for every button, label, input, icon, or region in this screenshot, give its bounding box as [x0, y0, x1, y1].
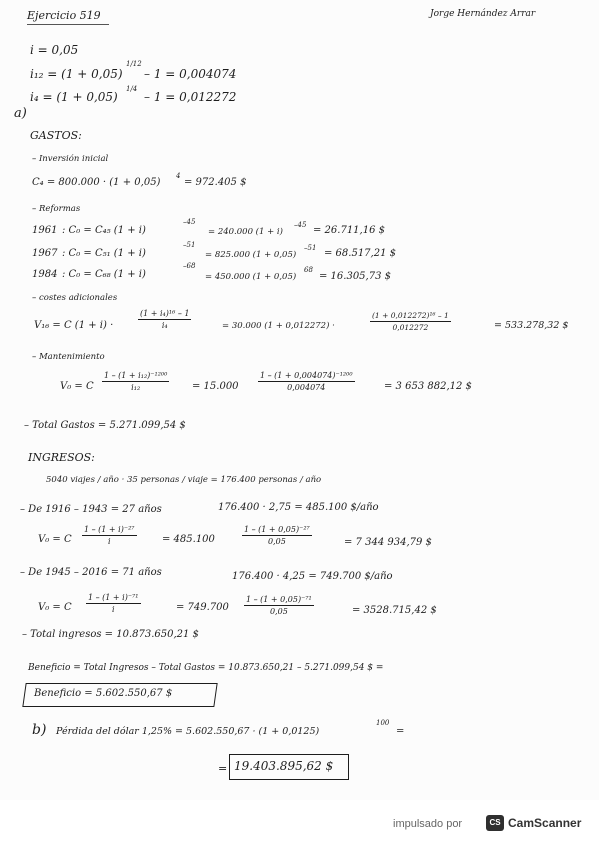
costes-frac-2: [370, 312, 451, 331]
period1-left: V₀ = C: [38, 534, 72, 545]
total-ingresos: – Total ingresos = 10.873.650,21 $: [22, 629, 199, 640]
costes-left: V₁₆ = C (1 + i) ·: [34, 320, 114, 331]
reforma-formula: : C₀ = C₄₅ (1 + i): [62, 225, 146, 236]
period1-frac2-den: 0,05: [267, 537, 286, 546]
rate-i4-left: i₄ = (1 + 0,05): [30, 90, 118, 104]
part-b-boxed: 19.403.895,62 $: [234, 759, 334, 773]
period1-frac1-num: 1 – (1 + i)⁻²⁷: [84, 525, 135, 534]
powered-by-text: impulsado por: [393, 818, 463, 830]
mantenimiento-result: = 3 653 882,12 $: [384, 381, 472, 392]
rate-i4-exp: 1/4: [126, 85, 138, 93]
reforma-year: 1967: [32, 248, 58, 259]
period1-mid: = 485.100: [162, 534, 215, 545]
reforma-exp: –68: [183, 262, 196, 270]
period1-frac1-den: i: [107, 537, 111, 546]
period2-frac2-num: 1 – (1 + 0,05)⁻⁷¹: [246, 595, 312, 604]
rate-i12-exp: 1/12: [126, 60, 142, 68]
period2-calc: 176.400 · 4,25 = 749.700 $/año: [232, 571, 393, 582]
costes-frac2-num: (1 + 0,012272)¹⁶ – 1: [372, 311, 449, 320]
part-b-exp: 100: [376, 719, 390, 727]
period2-left: V₀ = C: [38, 602, 72, 613]
rate-i12-right: – 1 = 0,004074: [144, 67, 237, 81]
mantenimiento-frac-1: [102, 372, 169, 392]
costes-heading: – costes adicionales: [32, 293, 118, 303]
period1-calc: 176.400 · 2,75 = 485.100 $/año: [218, 502, 379, 513]
beneficio-line: Beneficio = Total Ingresos – Total Gastos = 10.873.650,21 – 5.271.099,54 $ =: [28, 663, 384, 673]
costes-frac2-den: 0,012272: [392, 322, 429, 332]
period1-frac-1: [82, 526, 137, 546]
period2-result: = 3528.715,42 $: [352, 605, 437, 616]
costes-mid: = 30.000 (1 + 0,012272) ·: [222, 321, 335, 331]
part-a-label: a): [14, 106, 27, 121]
title-underline: [27, 24, 109, 25]
reforma-mid: = 240.000 (1 + i): [208, 227, 283, 237]
reforma-result: = 68.517,21 $: [324, 248, 396, 259]
reforma-mid-exp: 68: [304, 266, 313, 274]
ingresos-title: INGRESOS:: [28, 451, 95, 464]
period2-frac-2: [244, 596, 314, 616]
reforma-mid-exp: –51: [304, 244, 317, 252]
inversion-heading: – Inversión inicial: [32, 154, 109, 164]
part-b-eq: =: [396, 726, 405, 737]
period2-heading: – De 1945 – 2016 = 71 años: [20, 567, 162, 578]
mantenimiento-frac1-num: 1 – (1 + i₁₂)⁻¹²⁰⁰: [104, 371, 168, 380]
period1-result: = 7 344 934,79 $: [344, 537, 432, 548]
period1-heading: – De 1916 – 1943 = 27 años: [20, 504, 162, 515]
reforma-mid: = 825.000 (1 + 0,05): [205, 250, 297, 260]
reforma-mid: = 450.000 (1 + 0,05): [205, 272, 297, 282]
author-name: Jorge Hernández Arrar: [430, 9, 536, 19]
part-b-label: b): [32, 722, 47, 738]
gastos-title: GASTOS:: [30, 129, 82, 142]
reforma-year: 1984: [32, 269, 58, 280]
period1-frac-2: [242, 526, 312, 546]
camscanner-brand: CamScanner: [508, 816, 582, 830]
inversion-result: = 972.405 $: [184, 177, 247, 188]
part-b-text: Pérdida del dólar 1,25% = 5.602.550,67 · (1 + 0,0125): [56, 726, 320, 737]
ingresos-line: 5040 viajes / año · 35 personas / viaje = 176.400 personas / año: [46, 475, 322, 485]
period2-frac1-den: i: [111, 605, 115, 614]
costes-frac1-num: (1 + i₄)¹⁶ – 1: [140, 309, 190, 318]
part-b-lead: =: [218, 762, 228, 775]
reforma-formula: : C₀ = C₅₁ (1 + i): [62, 248, 146, 259]
rate-i: i = 0,05: [30, 43, 79, 57]
reforma-formula: : C₀ = C₆₈ (1 + i): [62, 269, 146, 280]
rate-i12-left: i₁₂ = (1 + 0,05): [30, 67, 123, 81]
reforma-mid-exp: –45: [294, 221, 307, 229]
period2-mid: = 749.700: [176, 602, 229, 613]
exercise-title: Ejercicio 519: [27, 9, 101, 22]
reformas-heading: – Reformas: [32, 204, 81, 214]
camscanner-logo-icon: CS: [486, 815, 504, 831]
total-gastos: – Total Gastos = 5.271.099,54 $: [24, 420, 186, 431]
period2-frac-1: [86, 594, 141, 614]
inversion-exp: 4: [176, 172, 181, 180]
costes-frac-1: [138, 310, 191, 330]
mantenimiento-frac2-num: 1 – (1 + 0,004074)⁻¹²⁰⁰: [260, 371, 353, 380]
reforma-result: = 16.305,73 $: [319, 271, 391, 282]
costes-result: = 533.278,32 $: [494, 320, 569, 331]
mantenimiento-frac-2: [258, 372, 355, 392]
beneficio-boxed: Beneficio = 5.602.550,67 $: [34, 688, 173, 699]
mantenimiento-left: V₀ = C: [60, 381, 94, 392]
mantenimiento-frac1-den: i₁₂: [131, 383, 141, 392]
reforma-exp: –45: [183, 218, 196, 226]
reforma-result: = 26.711,16 $: [313, 225, 385, 236]
mantenimiento-frac2-den: 0,004074: [287, 383, 326, 392]
rate-i4-right: – 1 = 0,012272: [144, 90, 237, 104]
costes-frac1-den: i₄: [161, 321, 168, 330]
mantenimiento-mid: = 15.000: [192, 381, 239, 392]
inversion-formula: C₄ = 800.000 · (1 + 0,05): [32, 177, 161, 188]
reforma-year: 1961: [32, 225, 58, 236]
period2-frac1-num: 1 – (1 + i)⁻⁷¹: [88, 593, 139, 602]
period1-frac2-num: 1 – (1 + 0,05)⁻²⁷: [244, 525, 310, 534]
mantenimiento-heading: – Mantenimiento: [32, 352, 105, 362]
reforma-exp: –51: [183, 241, 196, 249]
period2-frac2-den: 0,05: [269, 607, 288, 616]
